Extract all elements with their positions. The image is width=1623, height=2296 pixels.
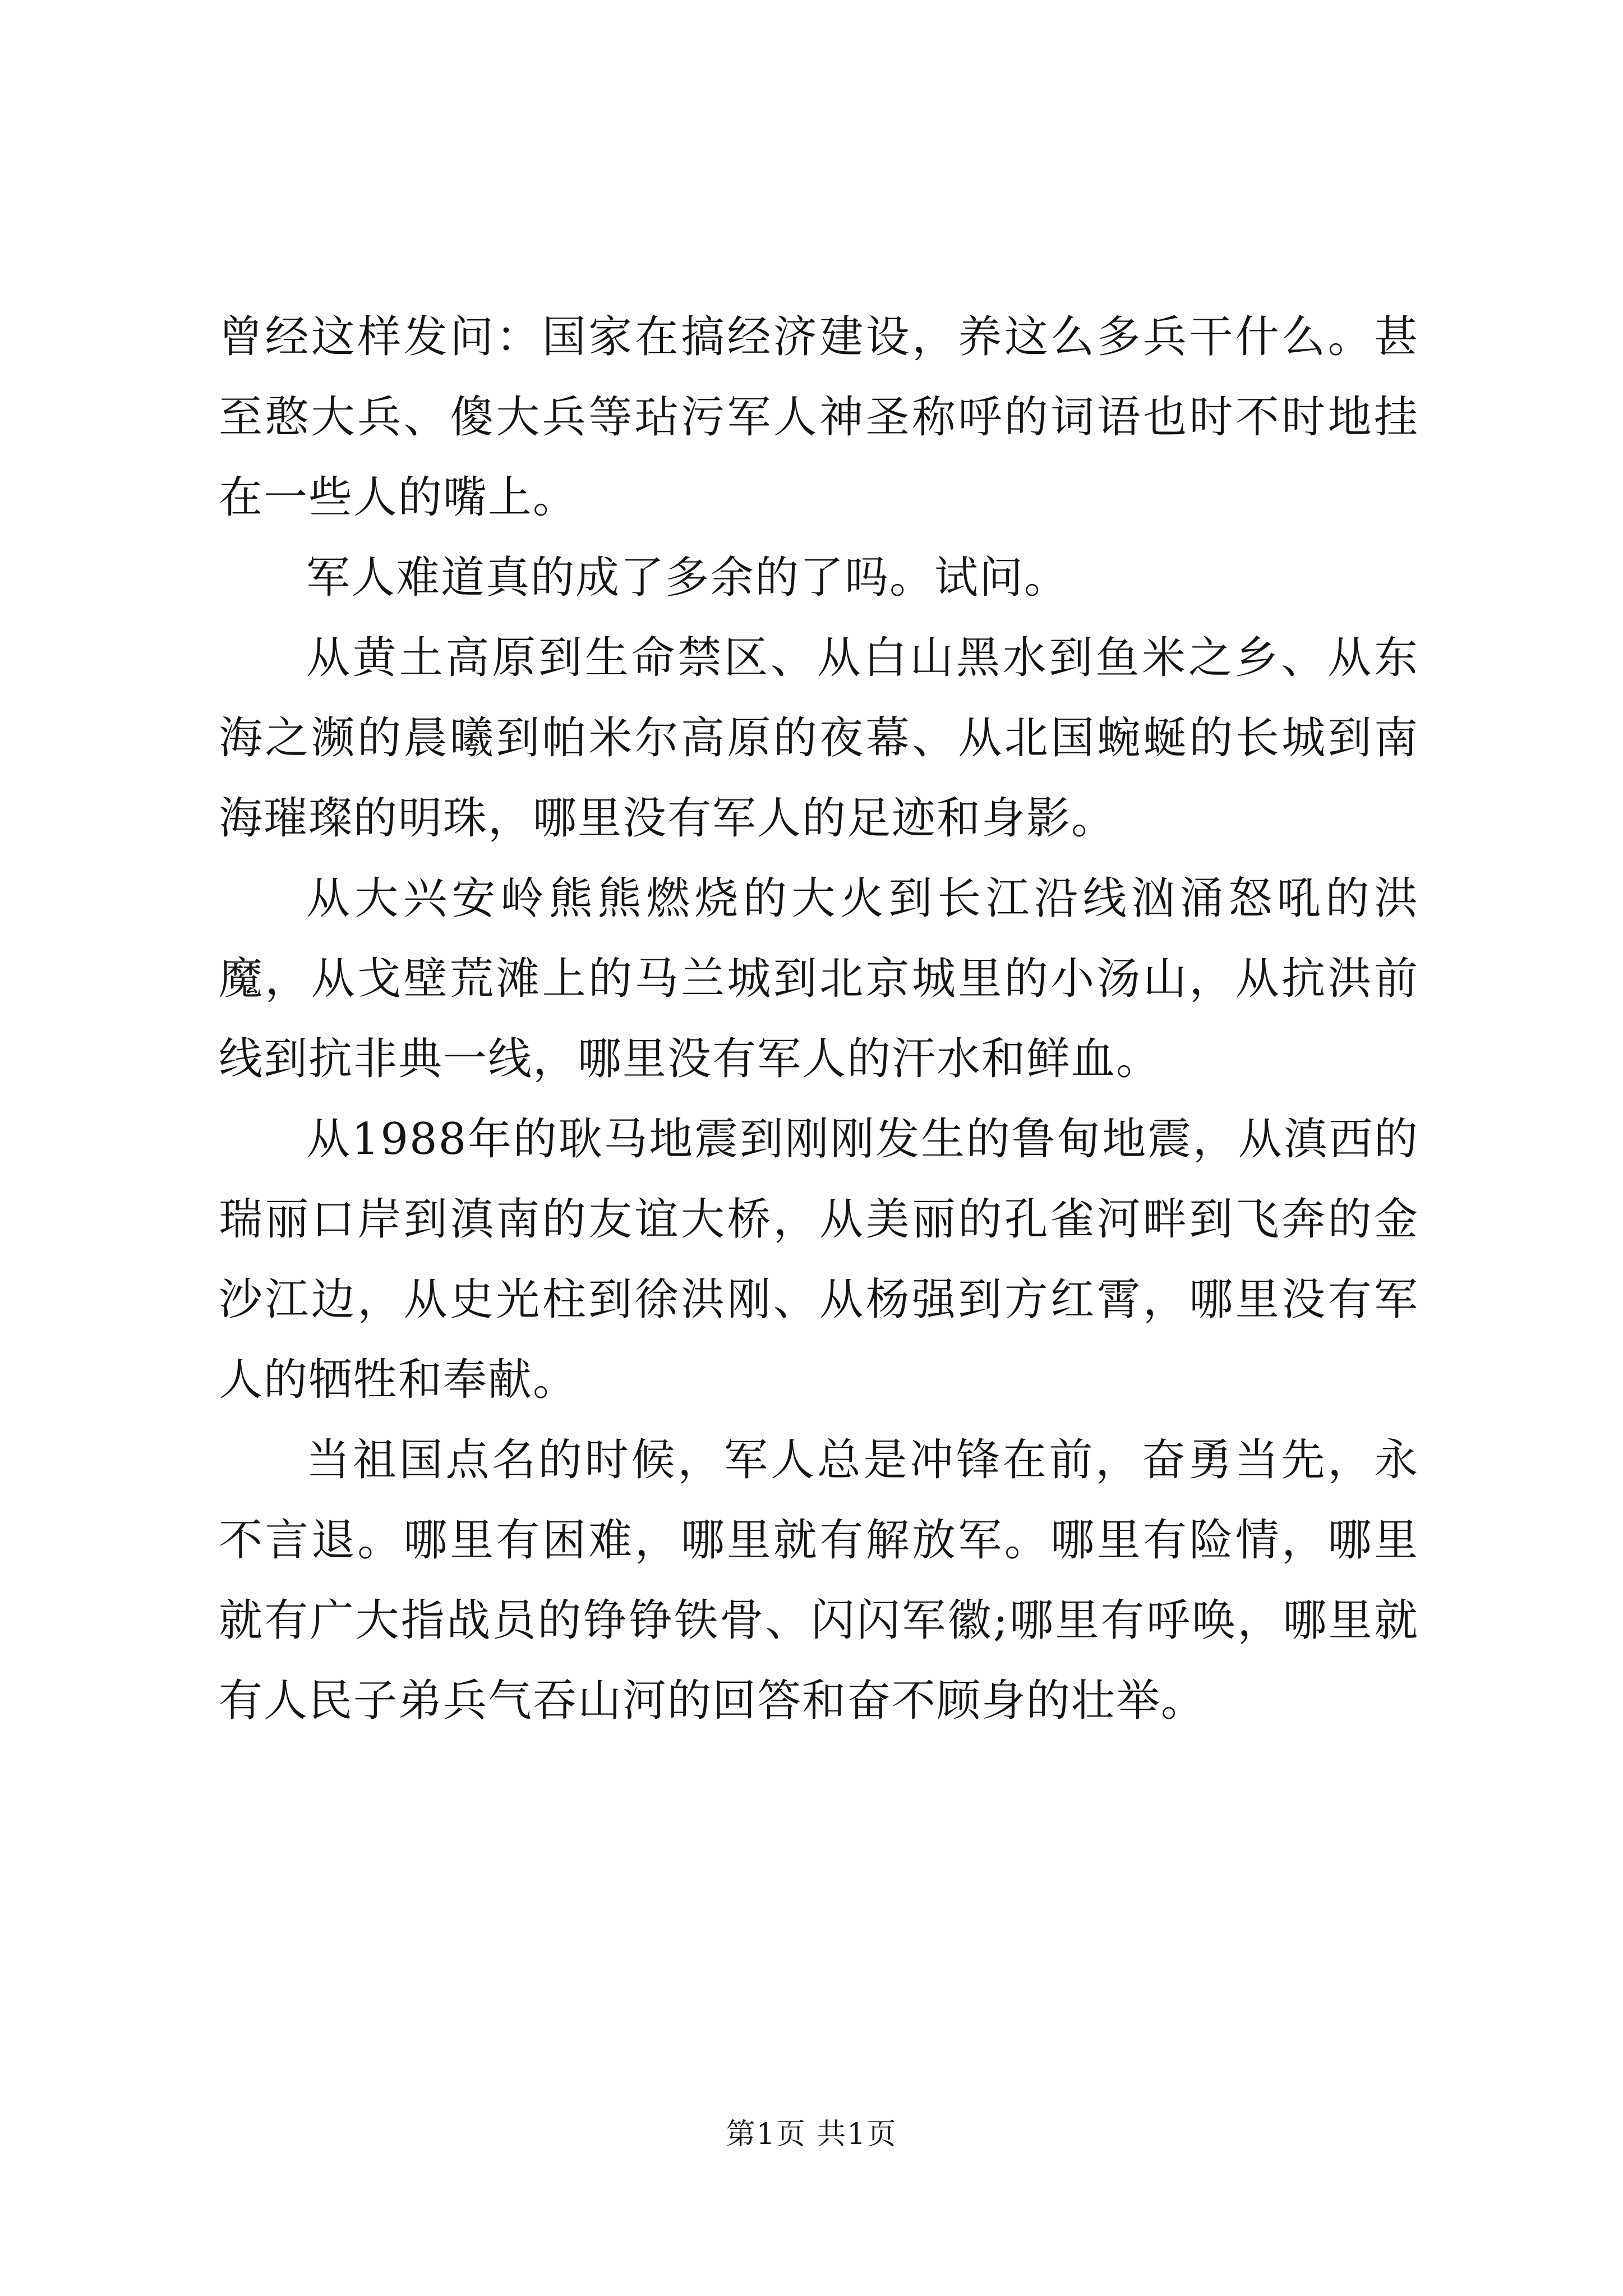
paragraph-4: 从大兴安岭熊熊燃烧的大火到长江沿线汹涌怒吼的洪魔，从戈壁荒滩上的马兰城到北京城里的小汤山，从抗洪前线到抗非典一线，哪里没有军人的汗水和鲜血。 <box>219 873 1419 1084</box>
page-footer: 第1页 共1页 <box>726 2118 897 2151</box>
paragraph-2: 军人难道真的成了多余的了吗。试问。 <box>306 553 1069 603</box>
paragraph-6: 当祖国点名的时候，军人总是冲锋在前，奋勇当先，永不言退。哪里有困难，哪里就有解放军。哪里有险情，哪里就有广大指战员的铮铮铁骨、闪闪军徽;哪里有呼唤，哪里就有人民子弟兵气吞山河的回答和奋不顾身的壮举。 <box>219 1435 1419 1726</box>
paragraph-1: 曾经这样发问：国家在搞经济建设，养这么多兵干什么。甚至憨大兵、傻大兵等玷污军人神圣称呼的词语也时不时地挂在一些人的嘴上。 <box>219 312 1419 523</box>
document-body <box>219 297 1419 1741</box>
paragraph-5: 从1988年的耿马地震到刚刚发生的鲁甸地震，从滇西的瑞丽口岸到滇南的友谊大桥，从美丽的孔雀河畔到飞奔的金沙江边，从史光柱到徐洪刚、从杨强到方红霄，哪里没有军人的牺牲和奉献。 <box>219 1114 1419 1405</box>
paragraph-3: 从黄土高原到生命禁区、从白山黑水到鱼米之乡、从东海之濒的晨曦到帕米尔高原的夜幕、从北国蜿蜒的长城到南海璀璨的明珠，哪里没有军人的足迹和身影。 <box>219 633 1419 844</box>
